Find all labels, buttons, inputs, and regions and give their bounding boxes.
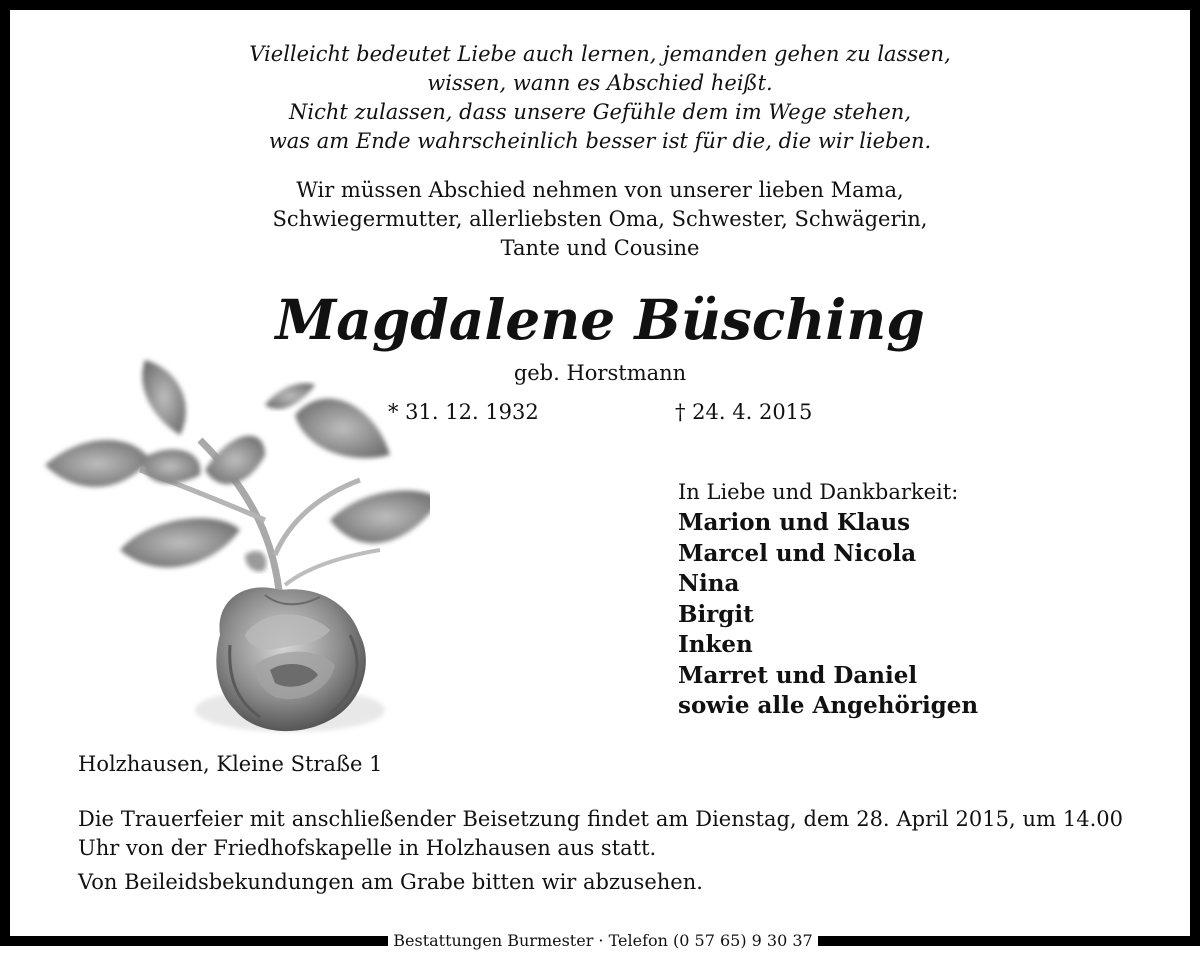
poem-line: Nicht zulassen, dass unsere Gefühle dem im Wege stehen, xyxy=(288,100,911,124)
rose-icon xyxy=(30,345,430,755)
border-bottom-left xyxy=(0,936,388,946)
service-info: Die Trauerfeier mit anschließender Beisetzung findet am Dienstag, dem 28. April 2015, um 14.00 Uhr von der Friedhofskapelle in Holzhausen aus statt. xyxy=(78,807,1123,860)
border-top xyxy=(0,0,1200,10)
poem-line: Vielleicht bedeutet Liebe auch lernen, jemanden gehen zu lassen, xyxy=(249,42,951,66)
family-member: Marion und Klaus xyxy=(678,509,911,536)
family-member: sowie alle Angehörigen xyxy=(678,692,979,719)
family-member: Marret und Daniel xyxy=(678,661,918,689)
death-date: † 24. 4. 2015 xyxy=(675,400,813,424)
border-right xyxy=(1190,0,1200,943)
border-left xyxy=(0,0,10,943)
family-member: Inken xyxy=(678,631,753,658)
maiden-name: geb. Horstmann xyxy=(513,361,687,385)
family-member: Birgit xyxy=(678,600,754,628)
poem-line: wissen, wann es Abschied heißt. xyxy=(427,71,773,95)
border-bottom-right xyxy=(818,936,1200,946)
address: Holzhausen, Kleine Straße 1 xyxy=(78,752,383,776)
intro-line: Wir müssen Abschied nehmen von unserer lieben Mama, xyxy=(296,178,904,202)
poem xyxy=(100,40,1100,156)
condolence-note: Von Beileidsbekundungen am Grabe bitten wir abzusehen. xyxy=(78,870,703,894)
intro-line: Tante und Cousine xyxy=(500,236,700,260)
birth-date: * 31. 12. 1932 xyxy=(388,400,539,424)
deceased-name: Magdalene Büsching xyxy=(275,287,925,352)
family-member: Marcel und Nicola xyxy=(678,539,917,567)
intro-text xyxy=(100,176,1100,263)
family-block xyxy=(678,477,1178,722)
funeral-home-footer: Bestattungen Burmester · Telefon (0 57 65) 9 30 37 xyxy=(388,930,818,952)
family-member: Nina xyxy=(678,570,740,597)
poem-line: was am Ende wahrscheinlich besser ist für die, die wir lieben. xyxy=(268,129,932,153)
family-lead: In Liebe und Dankbarkeit: xyxy=(678,480,959,504)
intro-line: Schwiegermutter, allerliebsten Oma, Schwester, Schwägerin, xyxy=(272,207,928,231)
